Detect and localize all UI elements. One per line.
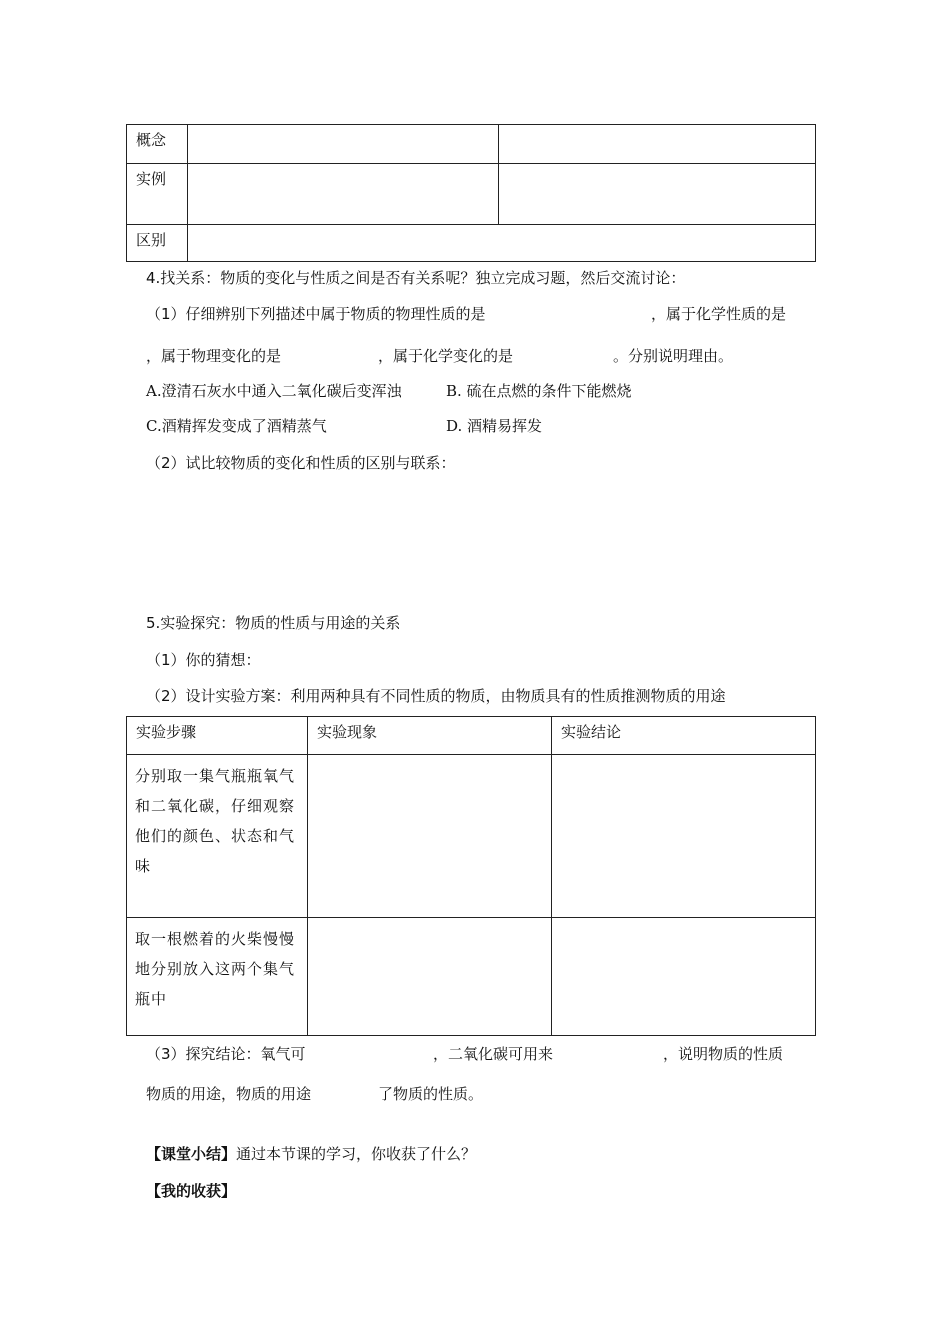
section5-q3-line2a: 物质的用途，物质的用途	[146, 1085, 312, 1103]
concept-table	[126, 124, 816, 262]
my-gains-tag: 【我的收获】	[146, 1182, 237, 1200]
section4-q1-line1b: ，属于化学性质的是	[651, 305, 787, 323]
section4-q1-line1a: （1）仔细辨别下列描述中属于物质的物理性质的是	[146, 305, 486, 323]
section5-q3b: ，二氧化碳可用来	[433, 1045, 554, 1063]
section5-q3c: ，说明物质的性质	[663, 1045, 784, 1063]
conclusion-cell-2	[552, 918, 816, 1036]
concept-cell-b	[499, 125, 816, 164]
example-cell-a	[188, 164, 499, 225]
difference-label-cell	[127, 225, 188, 262]
experiment-table	[126, 716, 816, 1036]
step-cell-2	[127, 918, 308, 1036]
header-phenomenon: 实验现象	[308, 717, 552, 755]
phenomenon-cell-1	[308, 755, 552, 918]
header-conclusion: 实验结论	[552, 717, 816, 755]
step-text: 取一根燃着的火柴慢慢地分别放入这两个集气瓶中	[135, 930, 296, 1008]
phenomenon-cell-2	[308, 918, 552, 1036]
header-steps: 实验步骤	[127, 717, 308, 755]
option-b: B. 硫在点燃的条件下能燃烧	[446, 382, 632, 400]
section5-q3a: （3）探究结论：氧气可	[146, 1045, 306, 1063]
section4-q1-line2b: ，属于化学变化的是	[378, 347, 514, 365]
section4-q1-line2a: ，属于物理变化的是	[146, 347, 282, 365]
concept-label-cell	[127, 125, 188, 164]
row-label: 概念	[136, 131, 167, 149]
example-cell-b	[499, 164, 816, 225]
section5-heading: 5.实验探究：物质的性质与用途的关系	[146, 614, 401, 632]
summary-tag: 【课堂小结】	[146, 1145, 237, 1163]
summary-question: 通过本节课的学习，你收获了什么？	[236, 1145, 477, 1163]
section4-heading: 4.找关系：物质的变化与性质之间是否有关系呢？独立完成习题，然后交流讨论：	[146, 269, 686, 287]
summary-line1	[146, 1143, 476, 1164]
section5-q1: （1）你的猜想：	[146, 651, 261, 669]
option-a: A.澄清石灰水中通入二氧化碳后变浑浊	[146, 382, 402, 400]
section4-q2: （2）试比较物质的变化和性质的区别与联系：	[146, 454, 456, 472]
step-cell-1	[127, 755, 308, 918]
step-text: 分别取一集气瓶瓶氧气和二氧化碳，仔细观察他们的颜色、状态和气味	[135, 767, 296, 875]
concept-cell-a	[188, 125, 499, 164]
row-label: 区别	[136, 231, 167, 249]
section5-q2: （2）设计实验方案：利用两种具有不同性质的物质，由物质具有的性质推测物质的用途	[146, 687, 726, 705]
row-label: 实例	[136, 170, 167, 188]
option-c: C.酒精挥发变成了酒精蒸气	[146, 417, 327, 435]
option-d: D. 酒精易挥发	[446, 417, 543, 435]
section4-q1-line2c: 。分别说明理由。	[613, 347, 734, 365]
conclusion-cell-1	[552, 755, 816, 918]
difference-cell	[188, 225, 816, 262]
section5-q3-line2b: 了物质的性质。	[378, 1085, 484, 1103]
example-label-cell	[127, 164, 188, 225]
